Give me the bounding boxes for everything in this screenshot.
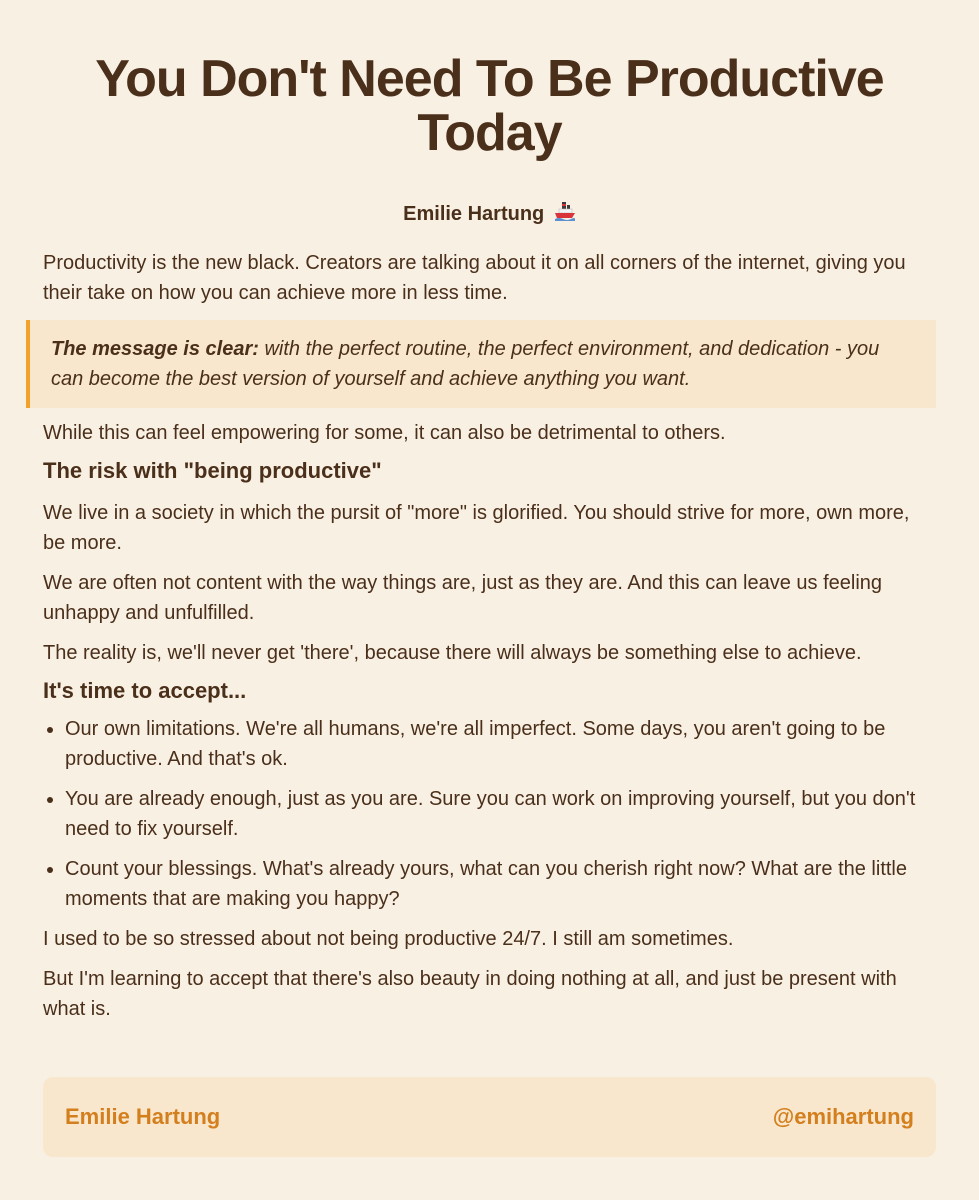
author-name: Emilie Hartung — [403, 203, 545, 225]
section-heading: The risk with "being productive" — [43, 458, 382, 483]
intro-paragraph: Productivity is the new black. Creators are talking about it on all corners of the internet, giving you their take on how you can achieve more in less time. — [43, 252, 906, 304]
bullet-list — [43, 714, 936, 914]
list-item: • Our own limitations. We're all humans, we're all imperfect. Some days, you aren't going to be productive. And that's ok. — [65, 714, 936, 774]
paragraph: The reality is, we'll never get 'there', because there will always be something else to achieve. — [43, 642, 862, 664]
author-byline — [43, 200, 936, 228]
paragraph: But I'm learning to accept that there's also beauty in doing nothing at all, and just be present with what is. — [43, 968, 897, 1020]
page-title: You Don't Need To Be Productive Today — [95, 50, 884, 162]
callout-quote — [26, 320, 936, 408]
list-item: • You are already enough, just as you are. Sure you can work on improving yourself, but you don't need to fix yourself. — [65, 784, 936, 844]
callout-text: with the perfect routine, the perfect environment, and dedication - you can become the best version of yourself and achieve anything you want. — [51, 338, 880, 390]
section-heading: It's time to accept... — [43, 678, 247, 703]
paragraph: We are often not content with the way things are, just as they are. And this can leave us feeling unhappy and unfulfilled. — [43, 572, 883, 624]
paragraph: We live in a society in which the pursit of "more" is glorified. You should strive for more, own more, be more. — [43, 502, 910, 554]
ship-icon — [554, 201, 576, 231]
callout-lead: The message is clear: — [51, 338, 259, 360]
footer-handle[interactable]: @emihartung — [772, 1104, 914, 1129]
article — [43, 0, 936, 1024]
footer-card — [43, 1077, 936, 1157]
list-item: • Count your blessings. What's already yours, what can you cherish right now? What are the little moments that are making you happy? — [65, 854, 936, 914]
paragraph: While this can feel empowering for some, it can also be detrimental to others. — [43, 422, 726, 444]
paragraph: I used to be so stressed about not being productive 24/7. I still am sometimes. — [43, 928, 734, 950]
footer-author-name: Emilie Hartung — [65, 1104, 221, 1129]
